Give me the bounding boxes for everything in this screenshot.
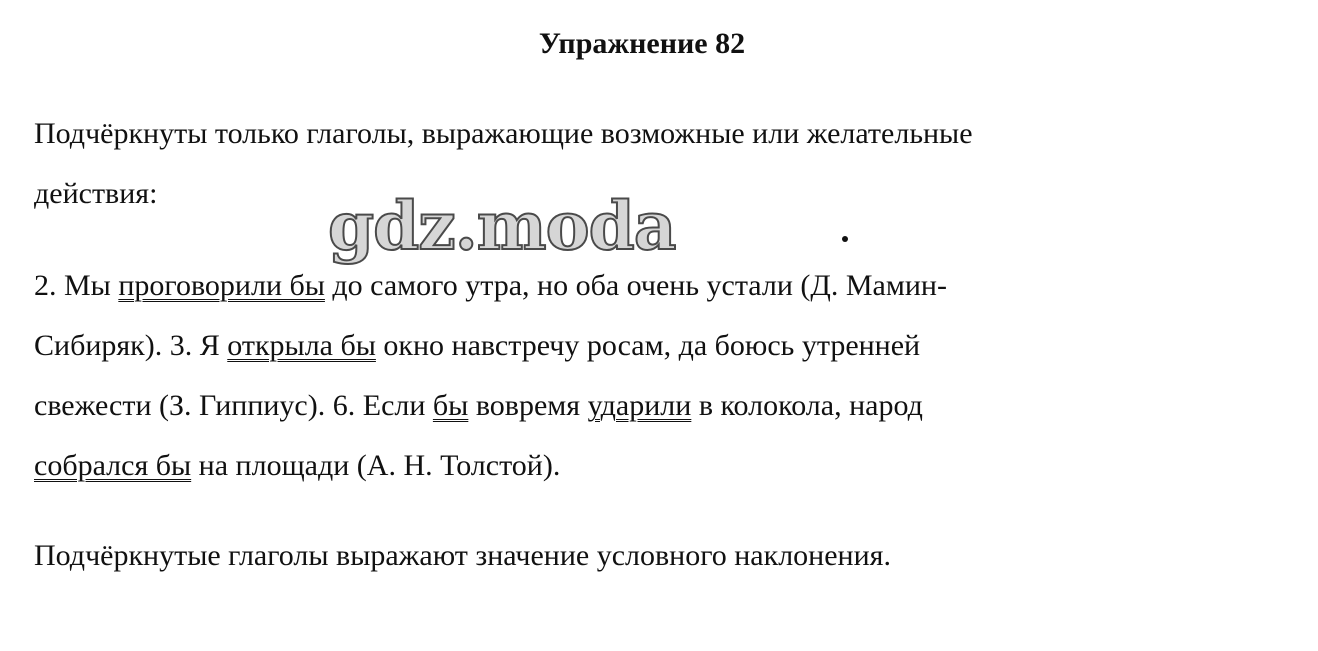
text-segment: в колокола, народ — [691, 389, 923, 422]
text-segment: Сибиряк). 3. Я — [34, 329, 228, 362]
text-segment: вовремя — [468, 389, 588, 422]
text-segment: до самого утра, но оба очень устали (Д. Мамин- — [324, 269, 947, 302]
sentence-line-4 — [34, 448, 560, 484]
stray-dot — [842, 236, 848, 242]
exercise-title: Упражнение 82 — [538, 27, 746, 60]
intro-line-2: действия: — [34, 177, 158, 210]
underlined-verb: ударили — [587, 389, 692, 422]
text-segment: окно навстречу росам, да боюсь утренней — [375, 329, 921, 362]
underlined-particle: бы — [432, 389, 469, 422]
text-segment: 2. Мы — [34, 269, 119, 302]
text-segment: на площади (А. Н. Толстой). — [191, 449, 561, 482]
sentence-line-3 — [34, 388, 923, 424]
sentence-line-1 — [34, 268, 947, 304]
underlined-verb: проговорили бы — [118, 269, 325, 302]
underlined-verb: открыла бы — [227, 329, 376, 362]
underlined-verb: собрался бы — [34, 449, 192, 482]
conclusion-text: Подчёркнутые глаголы выражают значение условного наклонения. — [34, 539, 891, 572]
intro-line-1: Подчёркнуты только глаголы, выражающие возможные или желательные — [34, 117, 973, 150]
watermark-logo: gdz.moda — [328, 187, 676, 265]
sentence-line-2 — [34, 328, 920, 364]
text-segment: свежести (З. Гиппиус). 6. Если — [34, 389, 433, 422]
